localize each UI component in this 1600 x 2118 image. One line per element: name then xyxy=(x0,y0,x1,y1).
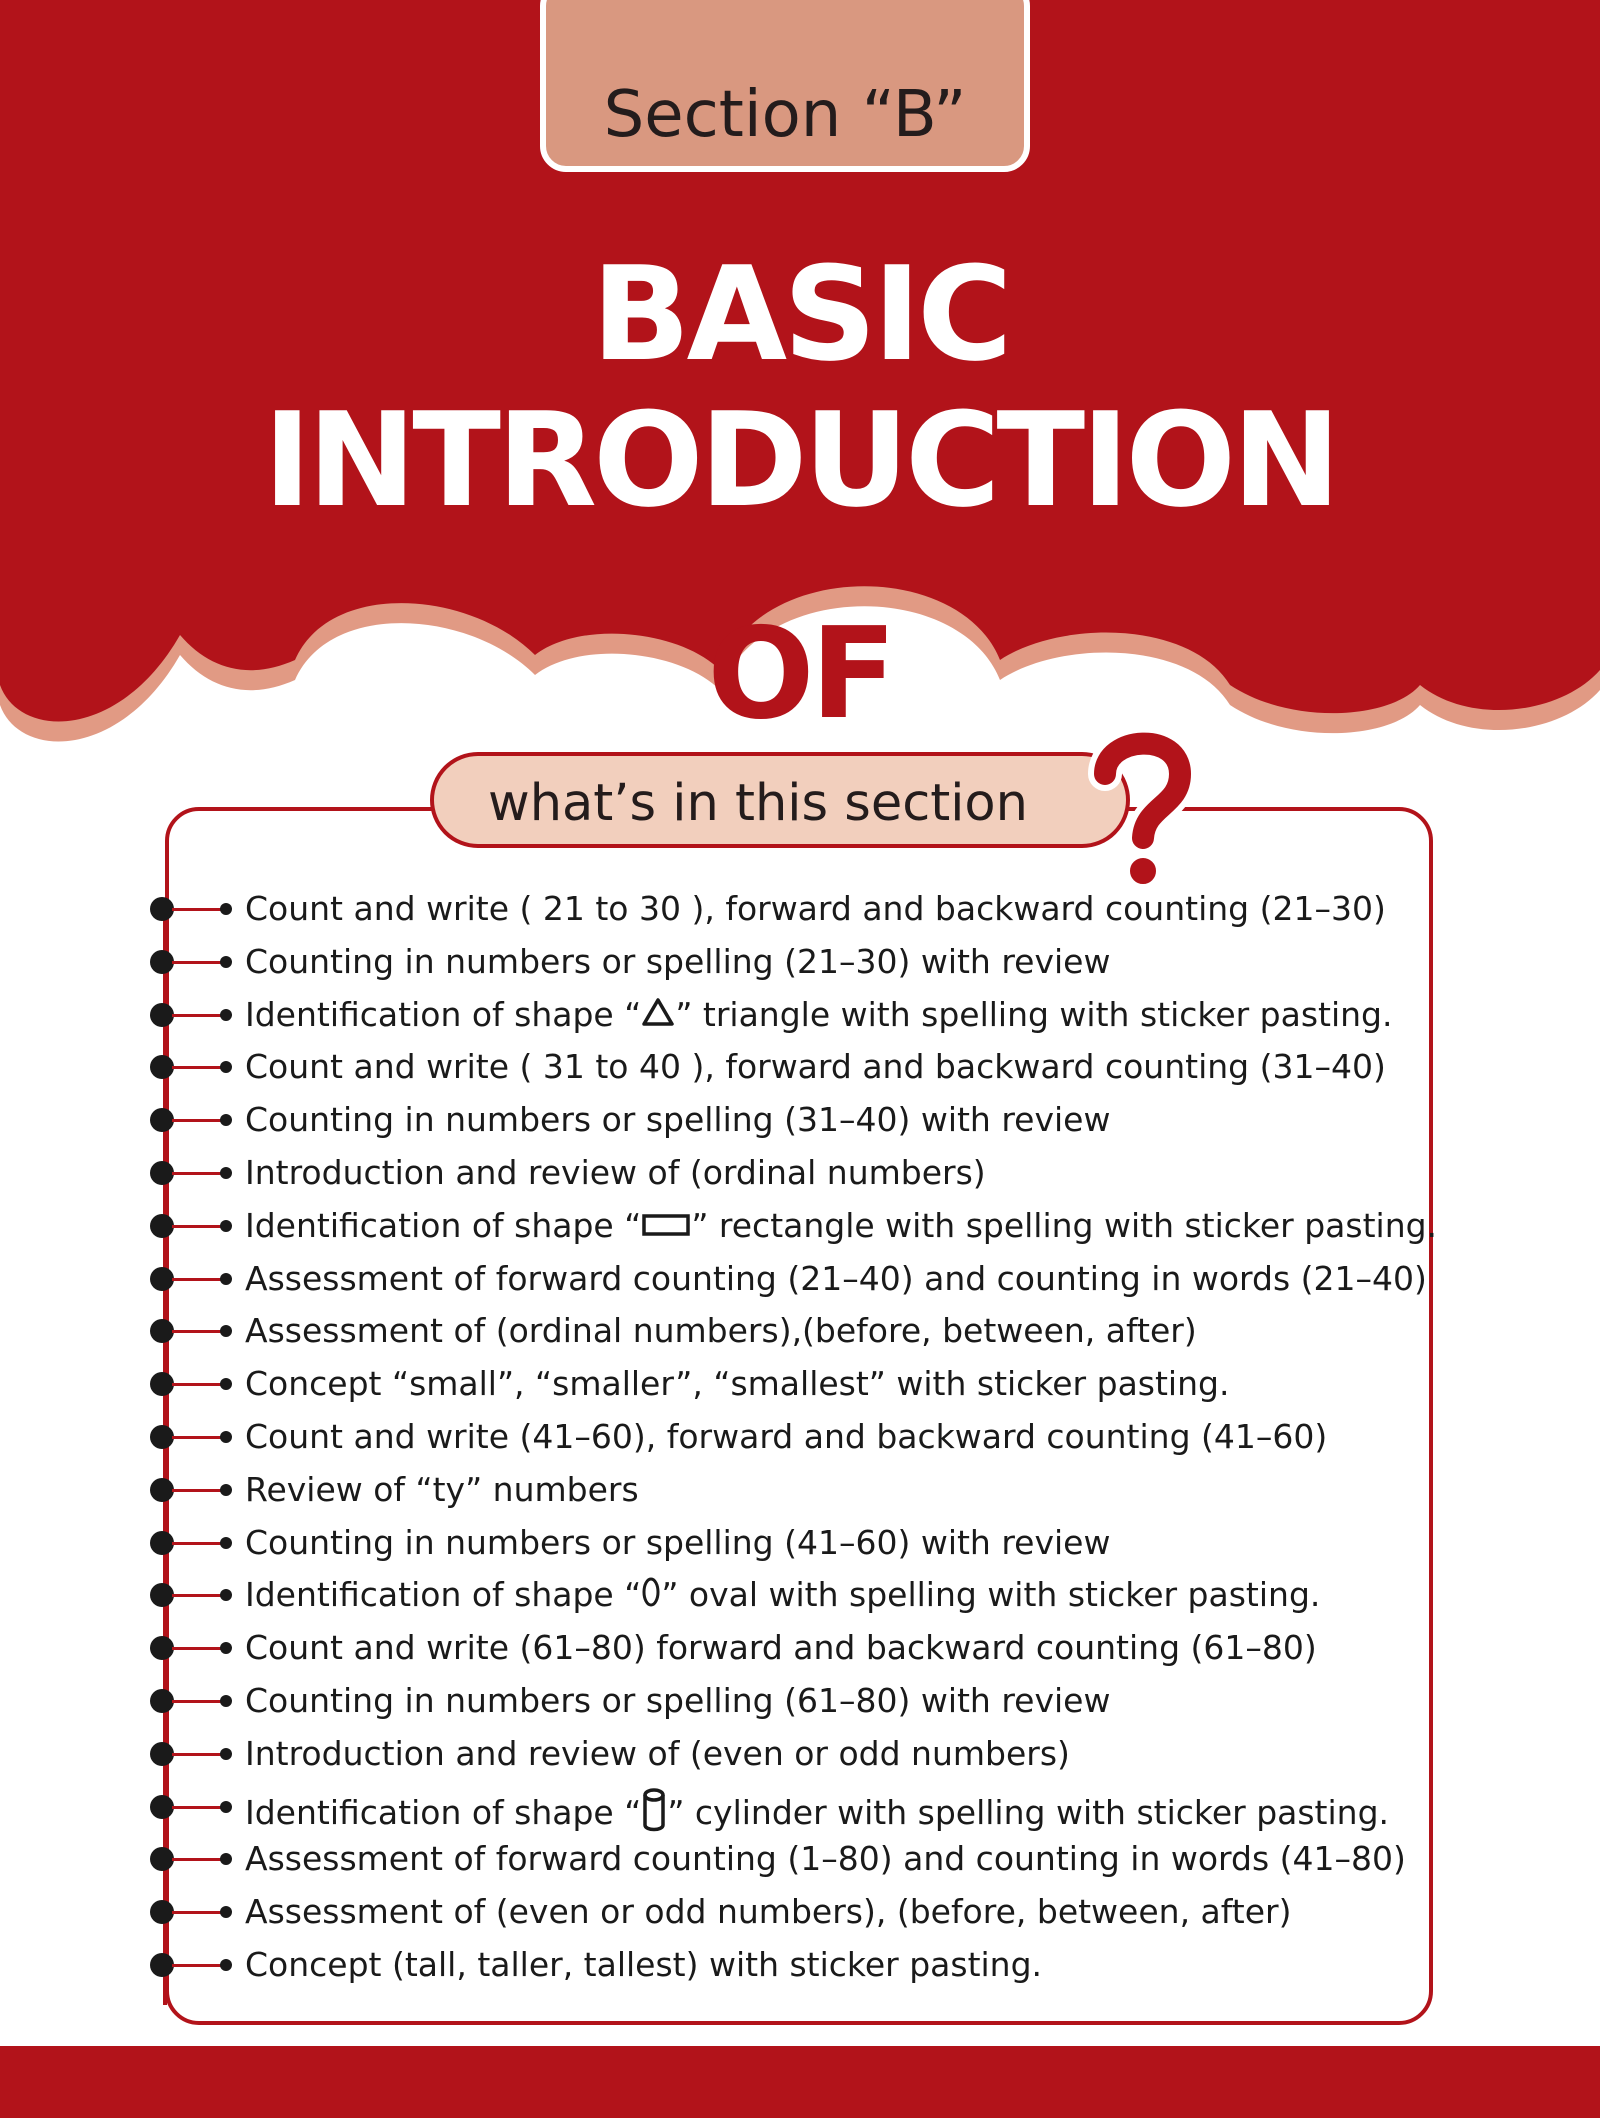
bullet-end-icon xyxy=(220,1114,232,1126)
list-item-text: Counting in numbers or spelling (41–60) with review xyxy=(245,1522,1111,1562)
bullet-connector xyxy=(172,961,224,964)
bullet-connector xyxy=(172,1700,224,1703)
bullet-end-icon xyxy=(220,1853,232,1865)
list-item xyxy=(150,1311,1450,1351)
rectangle-shape-icon xyxy=(641,1207,691,1247)
list-item-text: Assessment of forward counting (1–80) and counting in words (41–80) xyxy=(245,1839,1406,1879)
list-item xyxy=(150,1259,1450,1299)
bullet-connector xyxy=(172,1119,224,1122)
bullet-connector xyxy=(172,1542,224,1545)
bullet-connector xyxy=(172,908,224,911)
section-label: Section “B” xyxy=(603,78,967,152)
bullet-end-icon xyxy=(220,1748,232,1760)
list-item-text-before: Identification of shape “ xyxy=(245,1205,642,1245)
bullet-end-icon xyxy=(220,1642,232,1654)
bullet-dot-icon xyxy=(150,1742,174,1766)
triangle-shape-icon xyxy=(641,996,675,1036)
bullet-end-icon xyxy=(220,1959,232,1971)
bullet-end-icon xyxy=(220,1695,232,1707)
list-item xyxy=(150,1945,1450,1985)
list-item-text: Count and write ( 31 to 40 ), forward and backward counting (31–40) xyxy=(245,1047,1386,1087)
list-item xyxy=(150,1734,1450,1774)
bullet-end-icon xyxy=(220,1009,232,1021)
list-item xyxy=(150,889,1450,929)
bullet-connector xyxy=(172,1858,224,1861)
list-item-text-after: ” cylinder with spelling with sticker pasting. xyxy=(667,1792,1390,1832)
bullet-dot-icon xyxy=(150,1583,174,1607)
bullet-end-icon xyxy=(220,1537,232,1549)
bullet-connector xyxy=(172,1172,224,1175)
bullet-dot-icon xyxy=(150,897,174,921)
bullet-dot-icon xyxy=(150,1214,174,1238)
bullet-dot-icon xyxy=(150,1372,174,1396)
bullet-connector xyxy=(172,1753,224,1756)
bullet-connector xyxy=(172,1489,224,1492)
bullet-dot-icon xyxy=(150,1636,174,1660)
list-item-text: Counting in numbers or spelling (21–30) with review xyxy=(245,941,1111,981)
list-item xyxy=(150,942,1450,982)
list-item-text-after: ” triangle with spelling with sticker pasting. xyxy=(675,994,1393,1034)
bullet-connector xyxy=(172,1225,224,1228)
title-line-of: OF xyxy=(707,600,893,747)
list-item-text: Concept (tall, taller, tallest) with sticker pasting. xyxy=(245,1945,1043,1984)
list-item-text: Introduction and review of (ordinal numbers) xyxy=(245,1153,986,1192)
list-item xyxy=(150,1153,1450,1193)
list-item-text: Concept “small”, “smaller”, “smallest” with sticker pasting. xyxy=(245,1364,1230,1404)
bullet-connector xyxy=(172,1964,224,1967)
bullet-dot-icon xyxy=(150,1900,174,1924)
list-item xyxy=(150,1364,1450,1404)
list-item-text xyxy=(245,1206,1437,1248)
list-item-text-before: Identification of shape “ xyxy=(245,994,642,1034)
list-item-text: Assessment of (ordinal numbers),(before, between, after) xyxy=(245,1311,1197,1351)
bullet-connector xyxy=(172,1436,224,1439)
list-item-text: Count and write ( 21 to 30 ), forward and backward counting (21–30) xyxy=(245,889,1386,928)
bullet-connector xyxy=(172,1330,224,1333)
list-item xyxy=(150,995,1450,1035)
list-item xyxy=(150,1523,1450,1563)
bullet-connector xyxy=(172,1278,224,1281)
question-mark-icon xyxy=(1085,726,1195,896)
bullet-end-icon xyxy=(220,1906,232,1918)
bullet-end-icon xyxy=(220,1061,232,1073)
bullet-connector xyxy=(172,1066,224,1069)
bullet-dot-icon xyxy=(150,1161,174,1185)
bullet-dot-icon xyxy=(150,1478,174,1502)
bullet-end-icon xyxy=(220,1378,232,1390)
list-item xyxy=(150,1206,1450,1246)
list-item xyxy=(150,1839,1450,1879)
list-item xyxy=(150,1787,1450,1832)
list-item xyxy=(150,1470,1450,1510)
list-item xyxy=(150,1892,1450,1932)
bullet-dot-icon xyxy=(150,1003,174,1027)
bullet-dot-icon xyxy=(150,1055,174,1079)
bullet-connector xyxy=(172,1594,224,1597)
list-item-text-after: ” oval with spelling with sticker pasting. xyxy=(661,1575,1321,1615)
contents-heading: what’s in this section xyxy=(488,774,1028,833)
bullet-connector xyxy=(172,1647,224,1650)
contents-heading-pill xyxy=(430,752,1130,848)
list-item-text: Count and write (41–60), forward and backward counting (41–60) xyxy=(245,1417,1328,1456)
bullet-dot-icon xyxy=(150,1531,174,1555)
list-item-text: Assessment of (even or odd numbers), (before, between, after) xyxy=(245,1892,1292,1932)
list-item-text-before: Identification of shape “ xyxy=(245,1792,642,1832)
list-item-text: Assessment of forward counting (21–40) and counting in words (21–40) xyxy=(245,1258,1427,1298)
list-item xyxy=(150,1681,1450,1721)
bullet-dot-icon xyxy=(150,1319,174,1343)
section-tab xyxy=(540,0,1030,172)
list-item xyxy=(150,1575,1450,1615)
bullet-end-icon xyxy=(220,1431,232,1443)
bullet-dot-icon xyxy=(150,1953,174,1977)
bullet-end-icon xyxy=(220,956,232,968)
list-item-text: Introduction and review of (even or odd numbers) xyxy=(245,1733,1070,1773)
bullet-end-icon xyxy=(220,1167,232,1179)
title-line-introduction: INTRODUCTION xyxy=(263,384,1337,536)
bullet-end-icon xyxy=(220,1589,232,1601)
bullet-connector xyxy=(172,1911,224,1914)
bullet-end-icon xyxy=(220,1484,232,1496)
list-item-text: Counting in numbers or spelling (61–80) with review xyxy=(245,1681,1111,1720)
list-item xyxy=(150,1100,1450,1140)
list-item xyxy=(150,1628,1450,1668)
list-item-text: Counting in numbers or spelling (31–40) with review xyxy=(245,1100,1111,1140)
bullet-end-icon xyxy=(220,1801,232,1813)
bullet-dot-icon xyxy=(150,1267,174,1291)
oval-shape-icon xyxy=(641,1576,661,1617)
list-item-text-before: Identification of shape “ xyxy=(245,1575,642,1615)
list-item xyxy=(150,1047,1450,1087)
bullet-dot-icon xyxy=(150,1689,174,1713)
title-line-basic: BASIC xyxy=(591,238,1009,390)
bullet-dot-icon xyxy=(150,1425,174,1449)
bullet-dot-icon xyxy=(150,1847,174,1871)
bullet-connector xyxy=(172,1806,224,1809)
list-item-text xyxy=(245,1575,1320,1617)
list-item-text: Review of “ty” numbers xyxy=(245,1469,639,1509)
list-item xyxy=(150,1417,1450,1457)
list-item-text-after: ” rectangle with spelling with sticker pasting. xyxy=(691,1205,1438,1245)
bullet-connector xyxy=(172,1383,224,1386)
list-item-text: Count and write (61–80) forward and backward counting (61–80) xyxy=(245,1628,1317,1668)
bullet-end-icon xyxy=(220,1220,232,1232)
cylinder-shape-icon xyxy=(641,1787,667,1842)
list-item-text xyxy=(245,995,1393,1037)
bullet-connector xyxy=(172,1014,224,1017)
bullet-end-icon xyxy=(220,1325,232,1337)
bullet-end-icon xyxy=(220,1273,232,1285)
bullet-dot-icon xyxy=(150,950,174,974)
bullet-dot-icon xyxy=(150,1108,174,1132)
bullet-end-icon xyxy=(220,903,232,915)
list-item-text xyxy=(245,1787,1389,1842)
bullet-dot-icon xyxy=(150,1795,174,1819)
footer-bar xyxy=(0,2046,1600,2118)
